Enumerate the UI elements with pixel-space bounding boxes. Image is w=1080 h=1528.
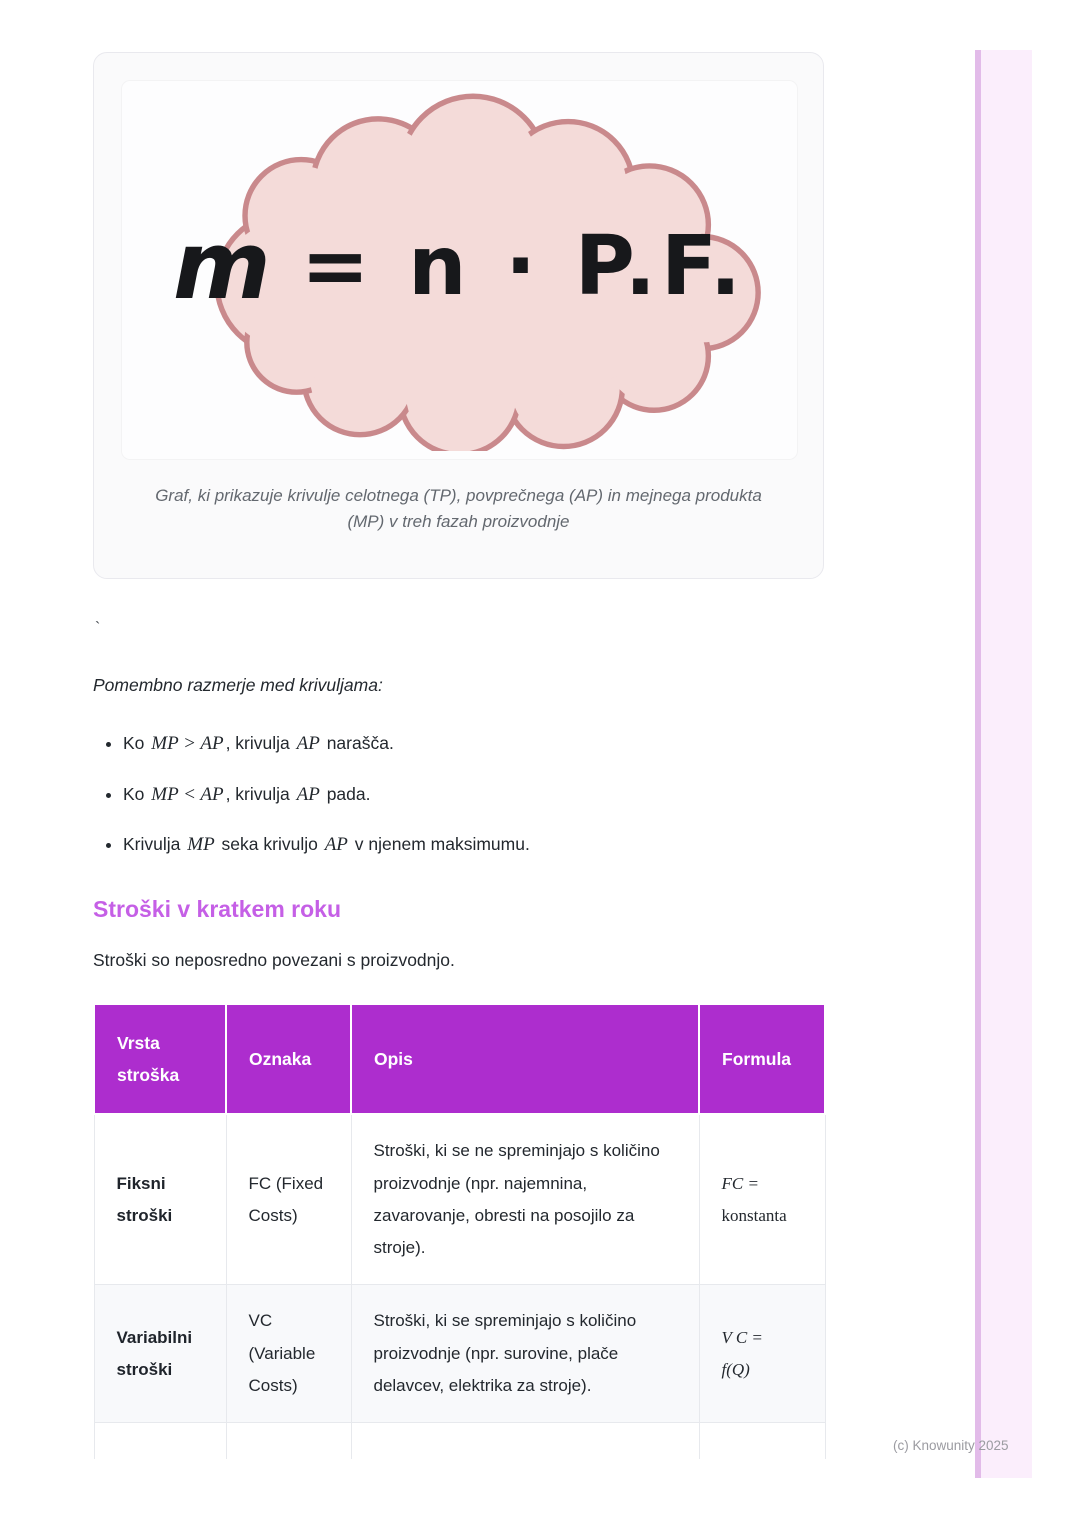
cell-vrsta: Fiksni stroški <box>94 1114 226 1285</box>
cell-oznaka <box>226 1423 351 1460</box>
table-row-partial <box>94 1423 825 1460</box>
cell-formula <box>699 1114 825 1285</box>
bullet-text: pada. <box>321 783 371 804</box>
header-cell-formula: Formula <box>699 1004 825 1115</box>
bullet-item <box>123 831 824 860</box>
bullet-text: seka krivuljo <box>216 834 323 854</box>
formula-line: V C = <box>721 1327 763 1347</box>
bullet-text: narašča. <box>321 733 394 753</box>
formula-m: m <box>172 212 271 321</box>
cell-opis <box>351 1423 699 1460</box>
cell-vrsta <box>94 1423 226 1460</box>
cell-opis: Stroški, ki se spreminjajo s količino proizvodnje (npr. surovine, plače delavcev, elektrika za stroje). <box>351 1285 699 1423</box>
figure-card <box>93 52 824 579</box>
document-page <box>93 52 824 1459</box>
math-expression: MP > AP <box>151 733 224 754</box>
cell-oznaka: FC (Fixed Costs) <box>226 1114 351 1285</box>
math-expression: MP < AP <box>151 783 224 805</box>
table-header-row <box>94 1004 825 1115</box>
bullet-text: , krivulja <box>225 733 295 753</box>
bullet-item <box>123 730 824 759</box>
cell-formula <box>699 1423 825 1460</box>
header-cell-opis: Opis <box>351 1004 699 1115</box>
cell-vrsta: Variabilni stroški <box>94 1285 226 1423</box>
bullet-text: Ko <box>123 733 150 753</box>
math-expression: AP <box>296 783 320 805</box>
relationships-intro: Pomembno razmerje med krivuljama: <box>93 675 383 695</box>
formula-cloud-figure <box>122 81 797 459</box>
bullet-text: Ko <box>123 783 150 804</box>
bullet-text: v njenem maksimumu. <box>349 834 530 854</box>
cell-oznaka: VC (Variable Costs) <box>226 1285 351 1423</box>
cell-opis: Stroški, ki se ne spreminjajo s količino proizvodnje (npr. najemnina, zavarovanje, obresti na posojilo za stroje). <box>351 1114 699 1285</box>
math-expression: AP <box>324 834 348 855</box>
section-heading: Stroški v kratkem roku <box>93 895 342 922</box>
header-cell-oznaka: Oznaka <box>226 1004 351 1115</box>
cloud-formula-text <box>122 81 797 459</box>
table-row <box>94 1114 825 1285</box>
costs-table <box>93 1003 826 1460</box>
cell-formula <box>699 1285 825 1423</box>
bullet-item <box>123 781 824 810</box>
formula-line: f(Q) <box>721 1359 750 1379</box>
copyright-note: (c) Knowunity 2025 <box>893 1438 1009 1453</box>
lead-paragraph: Stroški so neposredno povezani s proizvodnjo. <box>93 949 455 970</box>
math-expression: AP <box>296 733 320 754</box>
header-cell-vrsta: Vrsta stroška <box>94 1004 226 1115</box>
formula-rest: = n · P.F. <box>300 219 747 314</box>
bullet-list <box>93 730 824 860</box>
stray-backtick: ` <box>95 620 101 637</box>
bullet-text: Krivulja <box>123 834 186 854</box>
formula-line: FC = <box>721 1173 759 1193</box>
page-edge-strip <box>975 50 1032 1478</box>
figure-caption: Graf, ki prikazuje krivulje celotnega (TP), povprečnega (AP) in mejnega produkta (MP) v treh fazah proizvodnje <box>155 486 762 532</box>
formula-line: konstanta <box>721 1205 787 1225</box>
table-row <box>94 1285 825 1423</box>
bullet-text: , krivulja <box>225 783 295 804</box>
math-expression: MP <box>187 834 215 855</box>
